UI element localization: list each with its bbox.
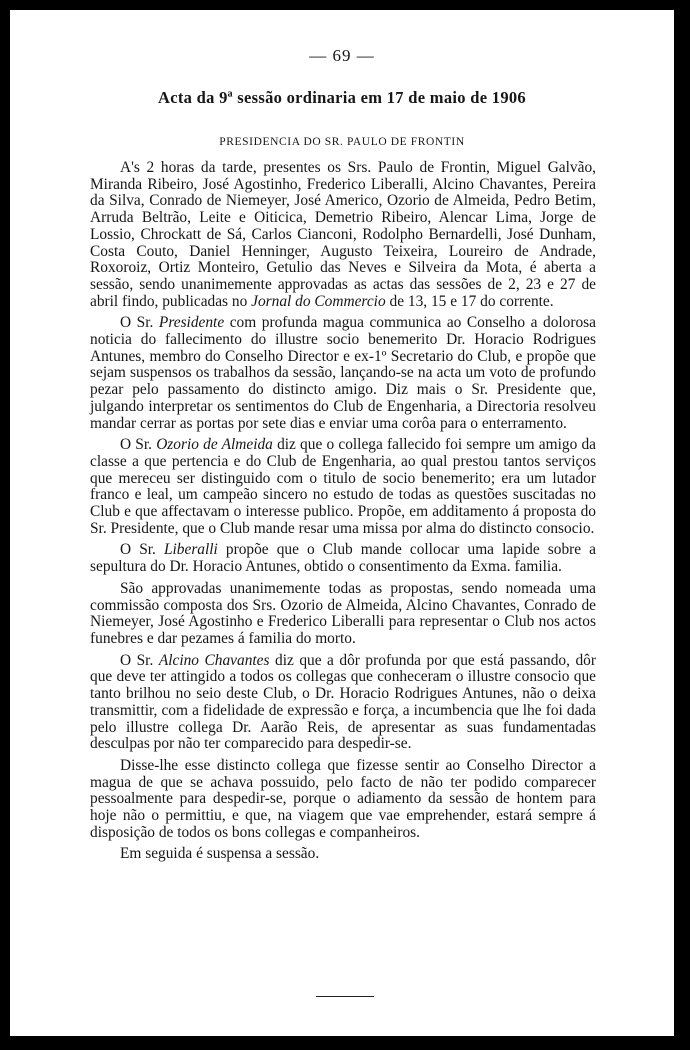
paragraph-text: com profunda magua communica ao Conselho a dolorosa noticia do fallecimento do illustre socio benemerito Dr. Horacio Rodrigues Antunes, membro do Conselho Director e ex-1º Secretario do Club, e propõe que sejam suspensos os trabalhos da sessão, lançando-se na acta um voto de profundo pezar pelo passamento do distincto amigo. Diz mais o Sr. Presidente que, julgando interpretar os sentimentos do Club de Engenharia, a Directoria resolveu mandar cerrar as portas por sete dias e enviar uma corôa para o enterramento. [90,314,596,432]
paragraph-text: O Sr. [120,436,157,454]
paragraph [90,437,596,537]
paragraph-text: O Sr. [120,541,164,559]
paragraph-text: de 13, 15 e 17 do corrente. [385,292,554,310]
minutes-body [90,160,596,868]
page-number: — 69 — [309,46,375,65]
paragraph [90,160,596,310]
paragraph [90,315,596,432]
paragraph-text: diz que o collega fallecido foi sempre um amigo da classe a que pertencia e do Club de Engenharia, ao qual prestou tantos serviços que mereceu ser distinguido com o titulo de socio benemerito; era um lutador franco e leal, um campeão sincero no estudo de todas as questões suscitadas no Club e que affectavam o interesse publico. Propõe, em additamento á proposta do Sr. Presidente, que o Club mande resar uma missa por alma do distincto consocio. [90,436,596,537]
paragraph-text: propõe que o Club mande collocar uma lapide sobre a sepultura do Dr. Horacio Antunes, obtido o consentimento da Exma. familia. [90,541,596,576]
minutes-title: Acta da 9ª sessão ordinaria em 17 de maio de 1906 [158,88,526,107]
speaker-name: Jornal do Commercio [251,292,386,310]
document-page [10,10,674,1036]
paragraph-text: O Sr. [120,651,159,669]
paragraph-text: Em seguida é suspensa a sessão. [120,845,320,863]
paragraph-text: A's 2 horas da tarde, presentes os Srs. Paulo de Frontin, Miguel Galvão, Miranda Ribeiro, José Agostinho, Frederico Liberalli, Alcino Chavantes, Pereira da Silva, Conrado de Niemeyer, José Americo, Ozorio de Almeida, Pedro Betim, Arruda Beltrão, Leite e Oiticica, Demetrio Ribeiro, Alencar Lima, Jorge de Lossio, Chrockatt de Sá, Carlos Cianconi, Rodolpho Bernardelli, José Dunham, Costa Couto, Daniel Henninger, Augusto Teixeira, Loureiro de Andrade, Roxoroiz, Ortiz Monteiro, Getulio das Neves e Silveira da Mota, é aberta a sessão, sendo unanimemente approvadas as actas das sessões de 2, 23 e 27 de abril findo, publicadas no [90,159,596,310]
paragraph-text: São approvadas unanimemente todas as propostas, sendo nomeada uma commissão composta dos Srs. Ozorio de Almeida, Alcino Chavantes, Conrado de Niemeyer, José Agostinho e Frederico Liberalli para representar o Club nos actos funebres e dar pezames á familia do morto. [90,579,596,647]
paragraph-text: O Sr. [120,314,159,332]
speaker-name: Ozorio de Almeida [156,436,273,454]
closing-divider [316,996,374,997]
paragraph [90,542,596,575]
paragraph [90,846,596,863]
paragraph-text: diz que a dôr profunda por que está passando, dôr que deve ter attingido a todos os collegas que conheceram o illustre consocio que tanto brilhou no seio deste Club, o Dr. Horacio Rodrigues Antunes, não o deixa transmittir, com a fidelidade de expressão e força, a incumbencia que lhe foi dada pelo illustre collega Dr. Aarão Reis, de apresentar as suas fundamentadas desculpas por não ter comparecido para despedir-se. [90,651,597,753]
paragraph-text: Disse-lhe esse distincto collega que fizesse sentir ao Conselho Director a magua de que se achava possuido, pelo facto de não ter podido comparecer pessoalmente para despedir-se, porque o adiamento da sessão de hontem para hoje não o permittiu, e que, na viagem que vae emprehender, estará sempre á disposição de todos os bons collegas e companheiros. [90,756,596,841]
speaker-name: Liberalli [163,541,218,559]
speaker-name: Alcino Chavantes [158,651,270,669]
paragraph [90,581,596,648]
speaker-name: Presidente [158,314,225,332]
paragraph [90,653,596,753]
paragraph [90,758,596,842]
presidency-subtitle: PRESIDENCIA DO SR. PAULO DE FRONTIN [219,136,465,148]
